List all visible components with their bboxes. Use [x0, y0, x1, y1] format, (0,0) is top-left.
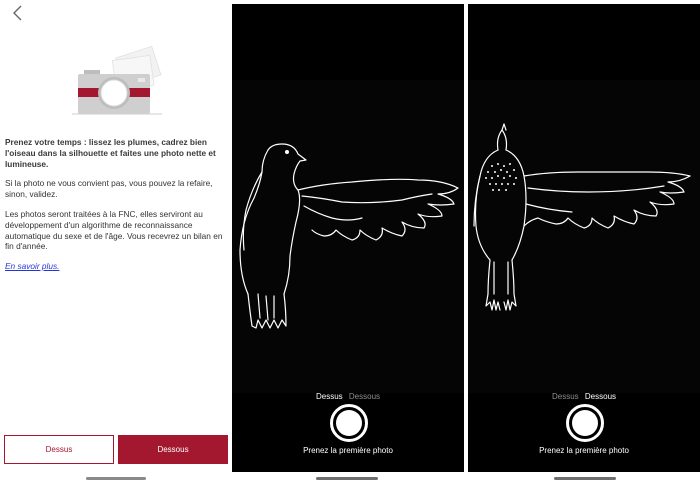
- tab-dessous[interactable]: Dessous: [348, 392, 381, 401]
- instructions-panel: [0, 0, 232, 486]
- instructions-retry: Si la photo ne vous convient pas, vous pouvez la refaire, sinon, validez.: [5, 178, 213, 200]
- learn-more-link[interactable]: En savoir plus.: [5, 261, 60, 272]
- instructions-lead: Prenez votre temps : lissez les plumes, cadrez bien l'oiseau dans la silhouette et faites une photo nette et lumineuse.: [5, 137, 216, 169]
- shutter-button[interactable]: [330, 404, 368, 442]
- tab-dessus[interactable]: Dessus: [551, 392, 579, 401]
- view-tabs: [232, 392, 464, 401]
- viewfinder: [232, 80, 464, 393]
- bird-silhouette-top-icon: [232, 80, 464, 393]
- view-tabs: [468, 392, 700, 401]
- viewfinder: [468, 80, 700, 393]
- shutter-label: Prenez la première photo: [539, 446, 629, 455]
- camera-icon: [62, 44, 170, 116]
- home-indicator: [86, 477, 146, 480]
- dessous-button[interactable]: Dessous: [118, 435, 228, 464]
- dessus-button[interactable]: Dessus: [4, 435, 114, 464]
- camera-panel-dessus: [232, 4, 464, 472]
- bird-silhouette-bottom-icon: [468, 80, 700, 393]
- shutter-label: Prenez la première photo: [303, 446, 393, 455]
- chevron-left-icon[interactable]: [10, 4, 28, 22]
- tab-dessus[interactable]: Dessus: [315, 392, 343, 401]
- home-indicator: [316, 477, 378, 480]
- instructions-text: [5, 137, 227, 281]
- home-indicator: [554, 477, 616, 480]
- camera-panel-dessous: [468, 4, 700, 472]
- instructions-processing: Les photos seront traitées à la FNC, elles serviront au développement d'un algorithme de reconnaissance automatique du sexe et de l'âge. Vous recevrez un bilan en fin d'année.: [5, 208, 223, 252]
- tab-dessous[interactable]: Dessous: [584, 392, 617, 401]
- shutter-button[interactable]: [566, 404, 604, 442]
